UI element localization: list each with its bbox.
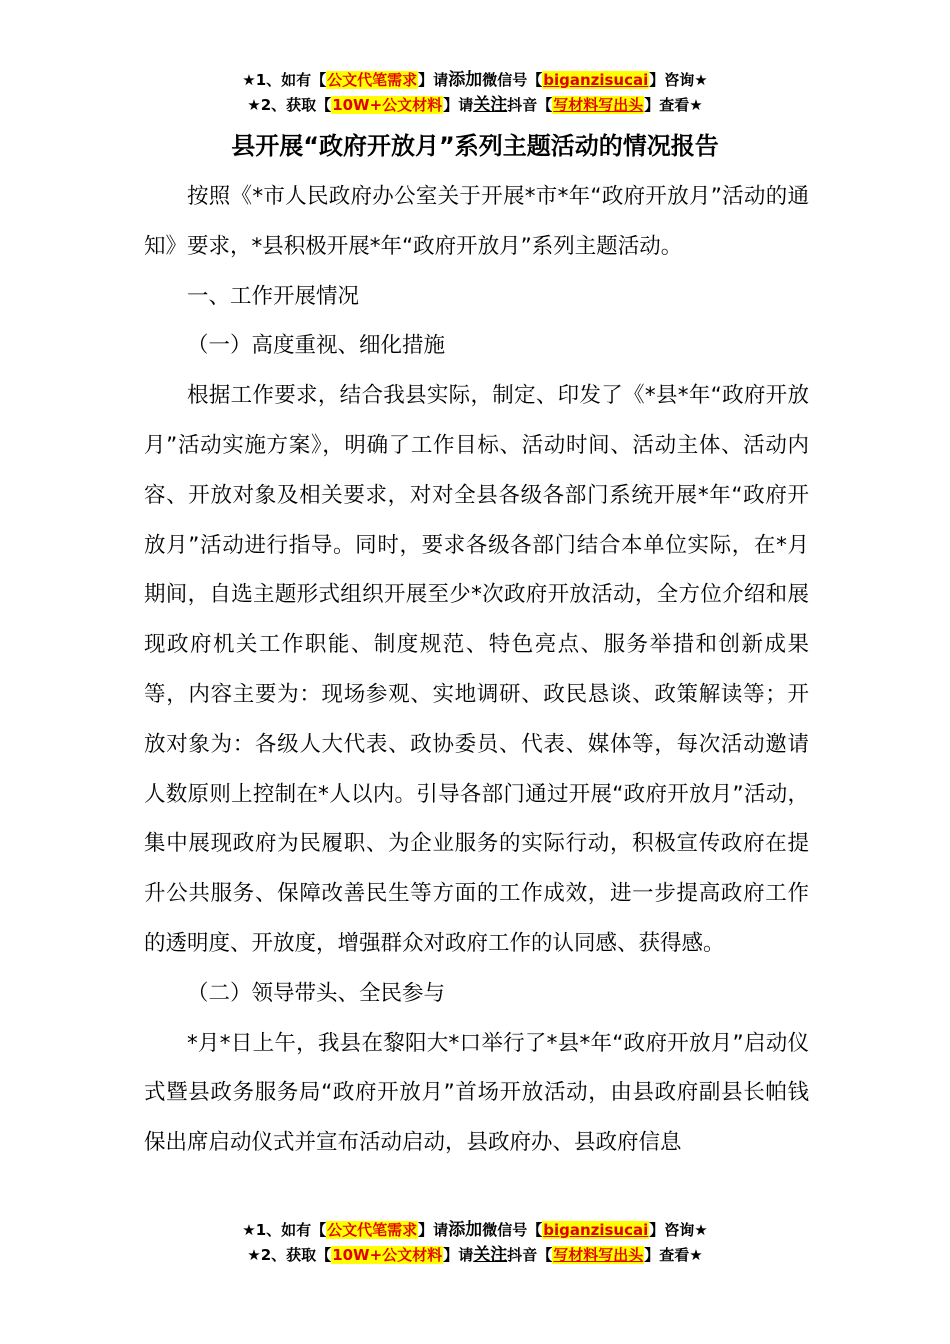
banner-highlight: 10W+公文材料 (332, 96, 443, 114)
banner-emphasis: 关注 (473, 95, 508, 115)
banner-text: ★1、如有【 (242, 71, 327, 89)
banner-text: 微信号【 (482, 1221, 543, 1239)
subsection-heading: （一）高度重视、细化措施 (187, 333, 446, 359)
banner-emphasis: 添加 (448, 70, 483, 90)
douyin-highlight: 写材料写出头 (553, 1246, 644, 1264)
banner-text: 抖音【 (507, 96, 553, 114)
intro-paragraph: 按照《*市人民政府办公室关于开展*市*年“政府开放月”活动的通知》要求，*县积极开展*年“政府开放月”系列主题活动。 (144, 184, 809, 259)
section-heading: 一、工作开展情况 (187, 283, 360, 309)
banner-text: ★2、获取【 (247, 1246, 332, 1264)
banner-highlight: 公文代笔需求 (327, 1221, 418, 1239)
banner-text: 微信号【 (482, 71, 543, 89)
banner-line-1 (0, 1218, 950, 1243)
banner-text: ★2、获取【 (247, 96, 332, 114)
banner-text: 】查看★ (644, 96, 703, 114)
subsection-heading: （二）领导带头、全民参与 (187, 980, 446, 1006)
banner-emphasis: 添加 (448, 1220, 483, 1240)
banner-text: 】咨询★ (649, 1221, 708, 1239)
banner-text: 】咨询★ (649, 71, 708, 89)
banner-text: ★1、如有【 (242, 1221, 327, 1239)
banner-text: 】请 (443, 1246, 474, 1264)
banner-text: 】请 (418, 1221, 449, 1239)
banner-line-2 (0, 1243, 950, 1268)
body-paragraph: 根据工作要求，结合我县实际，制定、印发了《*县*年“政府开放月”活动实施方案》，明确了工作目标、活动时间、活动主体、活动内容、开放对象及相关要求，对对全县各级各部门系统开展*年“政府开放月”活动进行指导。同时，要求各级各部门结合本单位实际，在*月期间，自选主题形式组织开展至少*次政府开放活动，全方位介绍和展现政府机关工作职能、制度规范、特色亮点、服务举措和创新成果等，内容主要为：现场参观、实地调研、政民恳谈、政策解读等；开放对象为：各级人大代表、政协委员、代表、媒体等，每次活动邀请人数原则上控制在*人以内。引导各部门通过开展“政府开放月”活动，集中展现政府为民履职、为企业服务的实际行动，积极宣传政府在提升公共服务、保障改善民生等方面的工作成效，进一步提高政府工作的透明度、开放度，增强群众对政府工作的认同感、获得感。 (144, 383, 809, 956)
banner-text: 】请 (443, 96, 474, 114)
body-paragraph: *月*日上午，我县在黎阳大*口举行了*县*年“政府开放月”启动仪式暨县政务服务局“政府开放月”首场开放活动，由县政府副县长帕钱保出席启动仪式并宣布活动启动，县政府办、县政府信息 (144, 1030, 809, 1156)
banner-line-1 (0, 68, 950, 93)
banner-text: 抖音【 (507, 1246, 553, 1264)
document-title: 县开展“政府开放月”系列主题活动的情况报告 (231, 132, 719, 160)
header-banner (0, 68, 950, 118)
wechat-id-highlight: biganzisucai (543, 1221, 649, 1239)
document-body (144, 172, 809, 1168)
footer-banner (0, 1218, 950, 1268)
banner-highlight: 10W+公文材料 (332, 1246, 443, 1264)
banner-text: 】请 (418, 71, 449, 89)
banner-line-2 (0, 93, 950, 118)
wechat-id-highlight: biganzisucai (543, 71, 649, 89)
banner-emphasis: 关注 (473, 1245, 508, 1265)
douyin-highlight: 写材料写出头 (553, 96, 644, 114)
banner-text: 】查看★ (644, 1246, 703, 1264)
banner-highlight: 公文代笔需求 (327, 71, 418, 89)
